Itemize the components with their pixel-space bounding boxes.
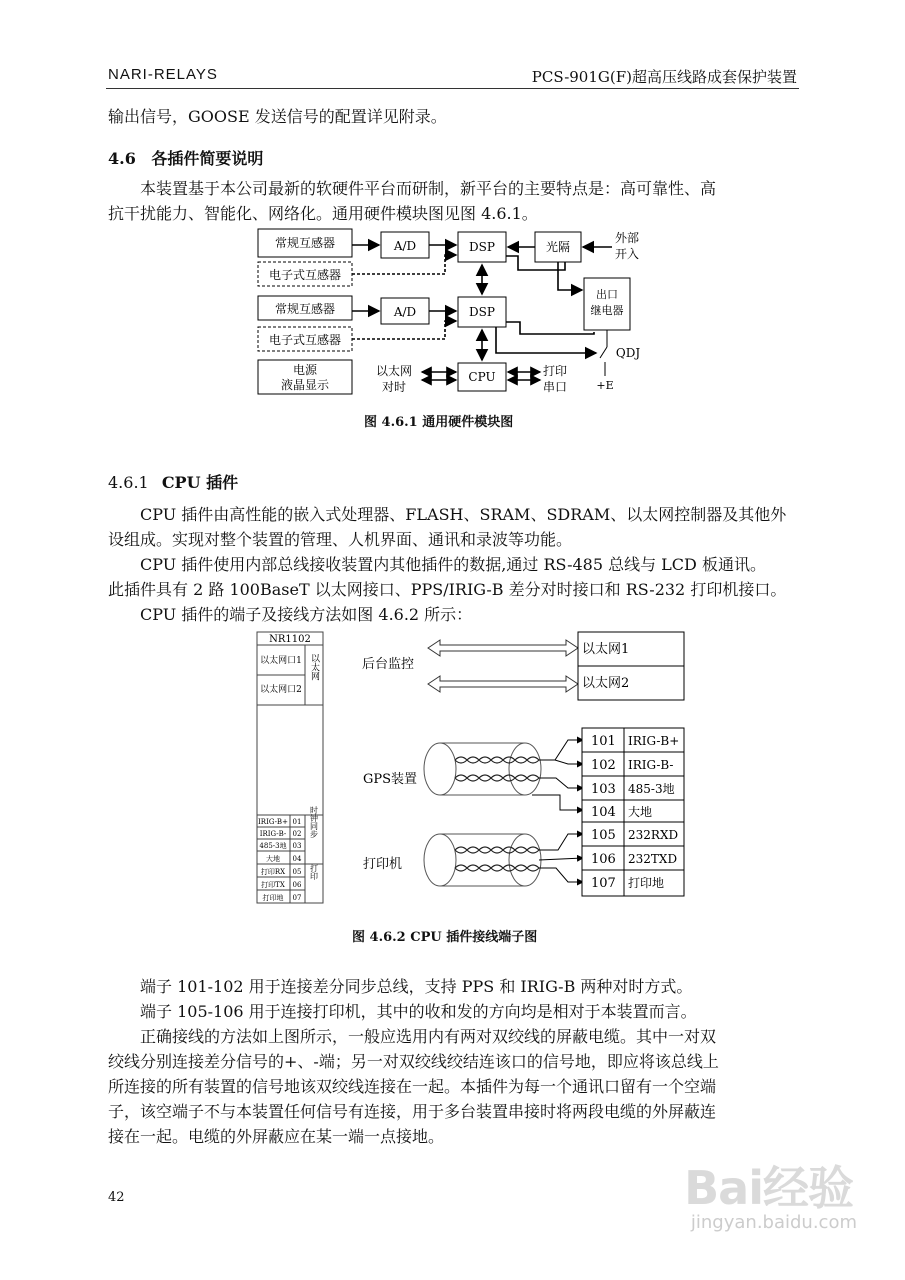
term-row-num-5: 05 — [292, 868, 302, 876]
gps-cable — [424, 743, 541, 795]
conv-sensor-label-1: 常规互感器 — [274, 236, 336, 250]
relay-label-1: 出口 — [596, 288, 618, 301]
terminal-label-105: 232RXD — [628, 828, 679, 842]
terminal-label-101: IRIG-B+ — [628, 734, 680, 748]
power-label: 电源 — [292, 363, 318, 377]
dsp-label-1: DSP — [469, 240, 495, 254]
terminal-num-101: 101 — [591, 734, 616, 749]
term-row-num-4: 04 — [292, 855, 302, 863]
term-row-num-7: 07 — [292, 894, 302, 902]
plus-e-label: +E — [596, 379, 614, 392]
print-side-label: 打印 — [309, 864, 319, 880]
term-row-name-5: 打印RX — [260, 868, 286, 876]
dsp-label-2: DSP — [469, 305, 495, 319]
term-row-num-6: 06 — [292, 881, 302, 889]
cpu-label: CPU — [468, 370, 496, 384]
backend-label: 后台监控 — [362, 657, 415, 672]
term-row-num-1: 01 — [292, 818, 302, 826]
opto-label: 光隔 — [545, 240, 571, 254]
fig1-caption: 图 4.6.1 通用硬件模块图 — [364, 415, 514, 430]
term-row-name-6: 打印TX — [261, 881, 285, 889]
gps-label: GPS装置 — [363, 772, 418, 787]
subsection-title: CPU 插件 — [161, 473, 239, 492]
fig2-caption: 图 4.6.2 CPU 插件接线端子图 — [352, 930, 538, 945]
terminal-num-102: 102 — [591, 758, 616, 773]
term-row-num-3: 03 — [292, 842, 302, 850]
print-label-1: 打印 — [542, 364, 568, 378]
lcd-label: 液晶显示 — [280, 378, 330, 392]
eth-side-label: 以太网 — [309, 653, 319, 681]
eth-port-1: 以太网口1 — [260, 656, 302, 666]
para2-line4: 此插件具有 2 路 100BaseT 以太网接口、PPS/IRIG-B 差分对时接口和 RS-232 打印机接口。 — [108, 580, 787, 599]
eth-arrow-1 — [428, 640, 578, 656]
header-right: PCS-901G(F)超高压线路成套保护装置 — [531, 68, 797, 86]
terminal-num-103: 103 — [591, 782, 616, 797]
terminal-label-102: IRIG-B- — [628, 758, 674, 772]
watermark-url: jingyan.baidu.com — [690, 1212, 857, 1233]
section-title: 各插件简要说明 — [151, 149, 264, 168]
terminal-num-104: 104 — [591, 805, 616, 820]
para3-line6: 子，该空端子不与本装置任何信号有连接，用于多台装置串接时将两段电缆的外屏蔽连 — [108, 1102, 717, 1121]
para2-line2: 设组成。实现对整个装置的管理、人机界面、通讯和录波等功能。 — [108, 530, 573, 549]
eth-target-1: 以太网1 — [582, 642, 630, 657]
sync-side-label: 时钟同步 — [309, 806, 319, 838]
page-number: 42 — [108, 1190, 125, 1205]
para1-line1: 本装置基于本公司最新的软硬件平台而研制，新平台的主要特点是：高可靠性、高 — [140, 179, 717, 198]
header-left: NARI-RELAYS — [108, 66, 218, 83]
para3-line7: 接在一起。电缆的外屏蔽应在某一端一点接地。 — [108, 1127, 445, 1146]
ad-label-1: A/D — [393, 239, 417, 253]
terminal-num-106: 106 — [591, 852, 616, 867]
printer-cable — [424, 834, 541, 886]
para3-line4: 绞线分别连接差分信号的+、-端；另一对双绞线绞结连该口的信号地，即应将该总线上 — [108, 1052, 719, 1071]
ad-label-2: A/D — [393, 305, 417, 319]
terminal-label-107: 打印地 — [628, 876, 665, 890]
terminal-label-103: 485-3地 — [628, 782, 675, 796]
para1-line2: 抗干扰能力、智能化、网络化。通用硬件模块图见图 4.6.1。 — [108, 204, 538, 223]
term-row-name-4: 大地 — [266, 855, 280, 863]
ext-label-2: 开入 — [614, 247, 640, 261]
eth-arrow-2 — [428, 676, 578, 692]
qdj-label: QDJ — [615, 346, 641, 360]
eth-port-2: 以太网口2 — [260, 685, 302, 695]
printer-label: 打印机 — [363, 857, 403, 872]
para3-line2: 端子 105-106 用于连接打印机，其中的收和发的方向均是相对于本装置而言。 — [140, 1002, 697, 1021]
eth-target-2: 以太网2 — [582, 676, 630, 691]
panel-title: NR1102 — [269, 634, 311, 645]
relay-label-2: 继电器 — [590, 304, 624, 317]
para3-line5: 所连接的所有装置的信号地该双绞线连接在一起。本插件为每一个通讯口留有一个空端 — [108, 1077, 717, 1096]
section-number: 4.6 — [108, 149, 136, 168]
eth-label-2: 对时 — [381, 380, 407, 394]
para2-line3: CPU 插件使用内部总线接收装置内其他插件的数据,通过 RS-485 总线与 LCD 板通讯。 — [140, 555, 766, 574]
eth-label-1: 以太网 — [375, 364, 413, 378]
para2-line5: CPU 插件的端子及接线方法如图 4.6.2 所示： — [140, 605, 473, 624]
subsection-number: 4.6.1 — [108, 473, 149, 492]
elec-sensor-label-2: 电子式互感器 — [268, 333, 342, 347]
para3-line3: 正确接线的方法如上图所示，一般应选用内有两对双绞线的屏蔽电缆。其中一对双 — [140, 1027, 717, 1046]
terminal-label-106: 232TXD — [628, 852, 678, 866]
elec-sensor-label-1: 电子式互感器 — [268, 268, 342, 282]
terminal-label-104: 大地 — [628, 805, 653, 819]
print-label-2: 串口 — [542, 380, 568, 394]
term-row-num-2: 02 — [292, 830, 302, 838]
term-row-name-1: IRIG-B+ — [258, 818, 288, 826]
conv-sensor-label-2: 常规互感器 — [274, 302, 336, 316]
terminal-num-105: 105 — [591, 828, 616, 843]
ext-label-1: 外部 — [614, 231, 640, 245]
term-row-name-7: 打印地 — [262, 894, 284, 902]
term-row-name-2: IRIG-B- — [259, 830, 287, 838]
term-row-name-3: 485-3地 — [259, 842, 287, 850]
para3-line1: 端子 101-102 用于连接差分同步总线，支持 PPS 和 IRIG-B 两种对时方式。 — [140, 977, 693, 996]
intro-line: 输出信号，GOOSE 发送信号的配置详见附录。 — [108, 107, 447, 126]
para2-line1: CPU 插件由高性能的嵌入式处理器、FLASH、SRAM、SDRAM、以太网控制器及其他外 — [140, 505, 787, 524]
watermark-brand: Bai经验 — [684, 1161, 853, 1215]
terminal-num-107: 107 — [591, 876, 616, 891]
